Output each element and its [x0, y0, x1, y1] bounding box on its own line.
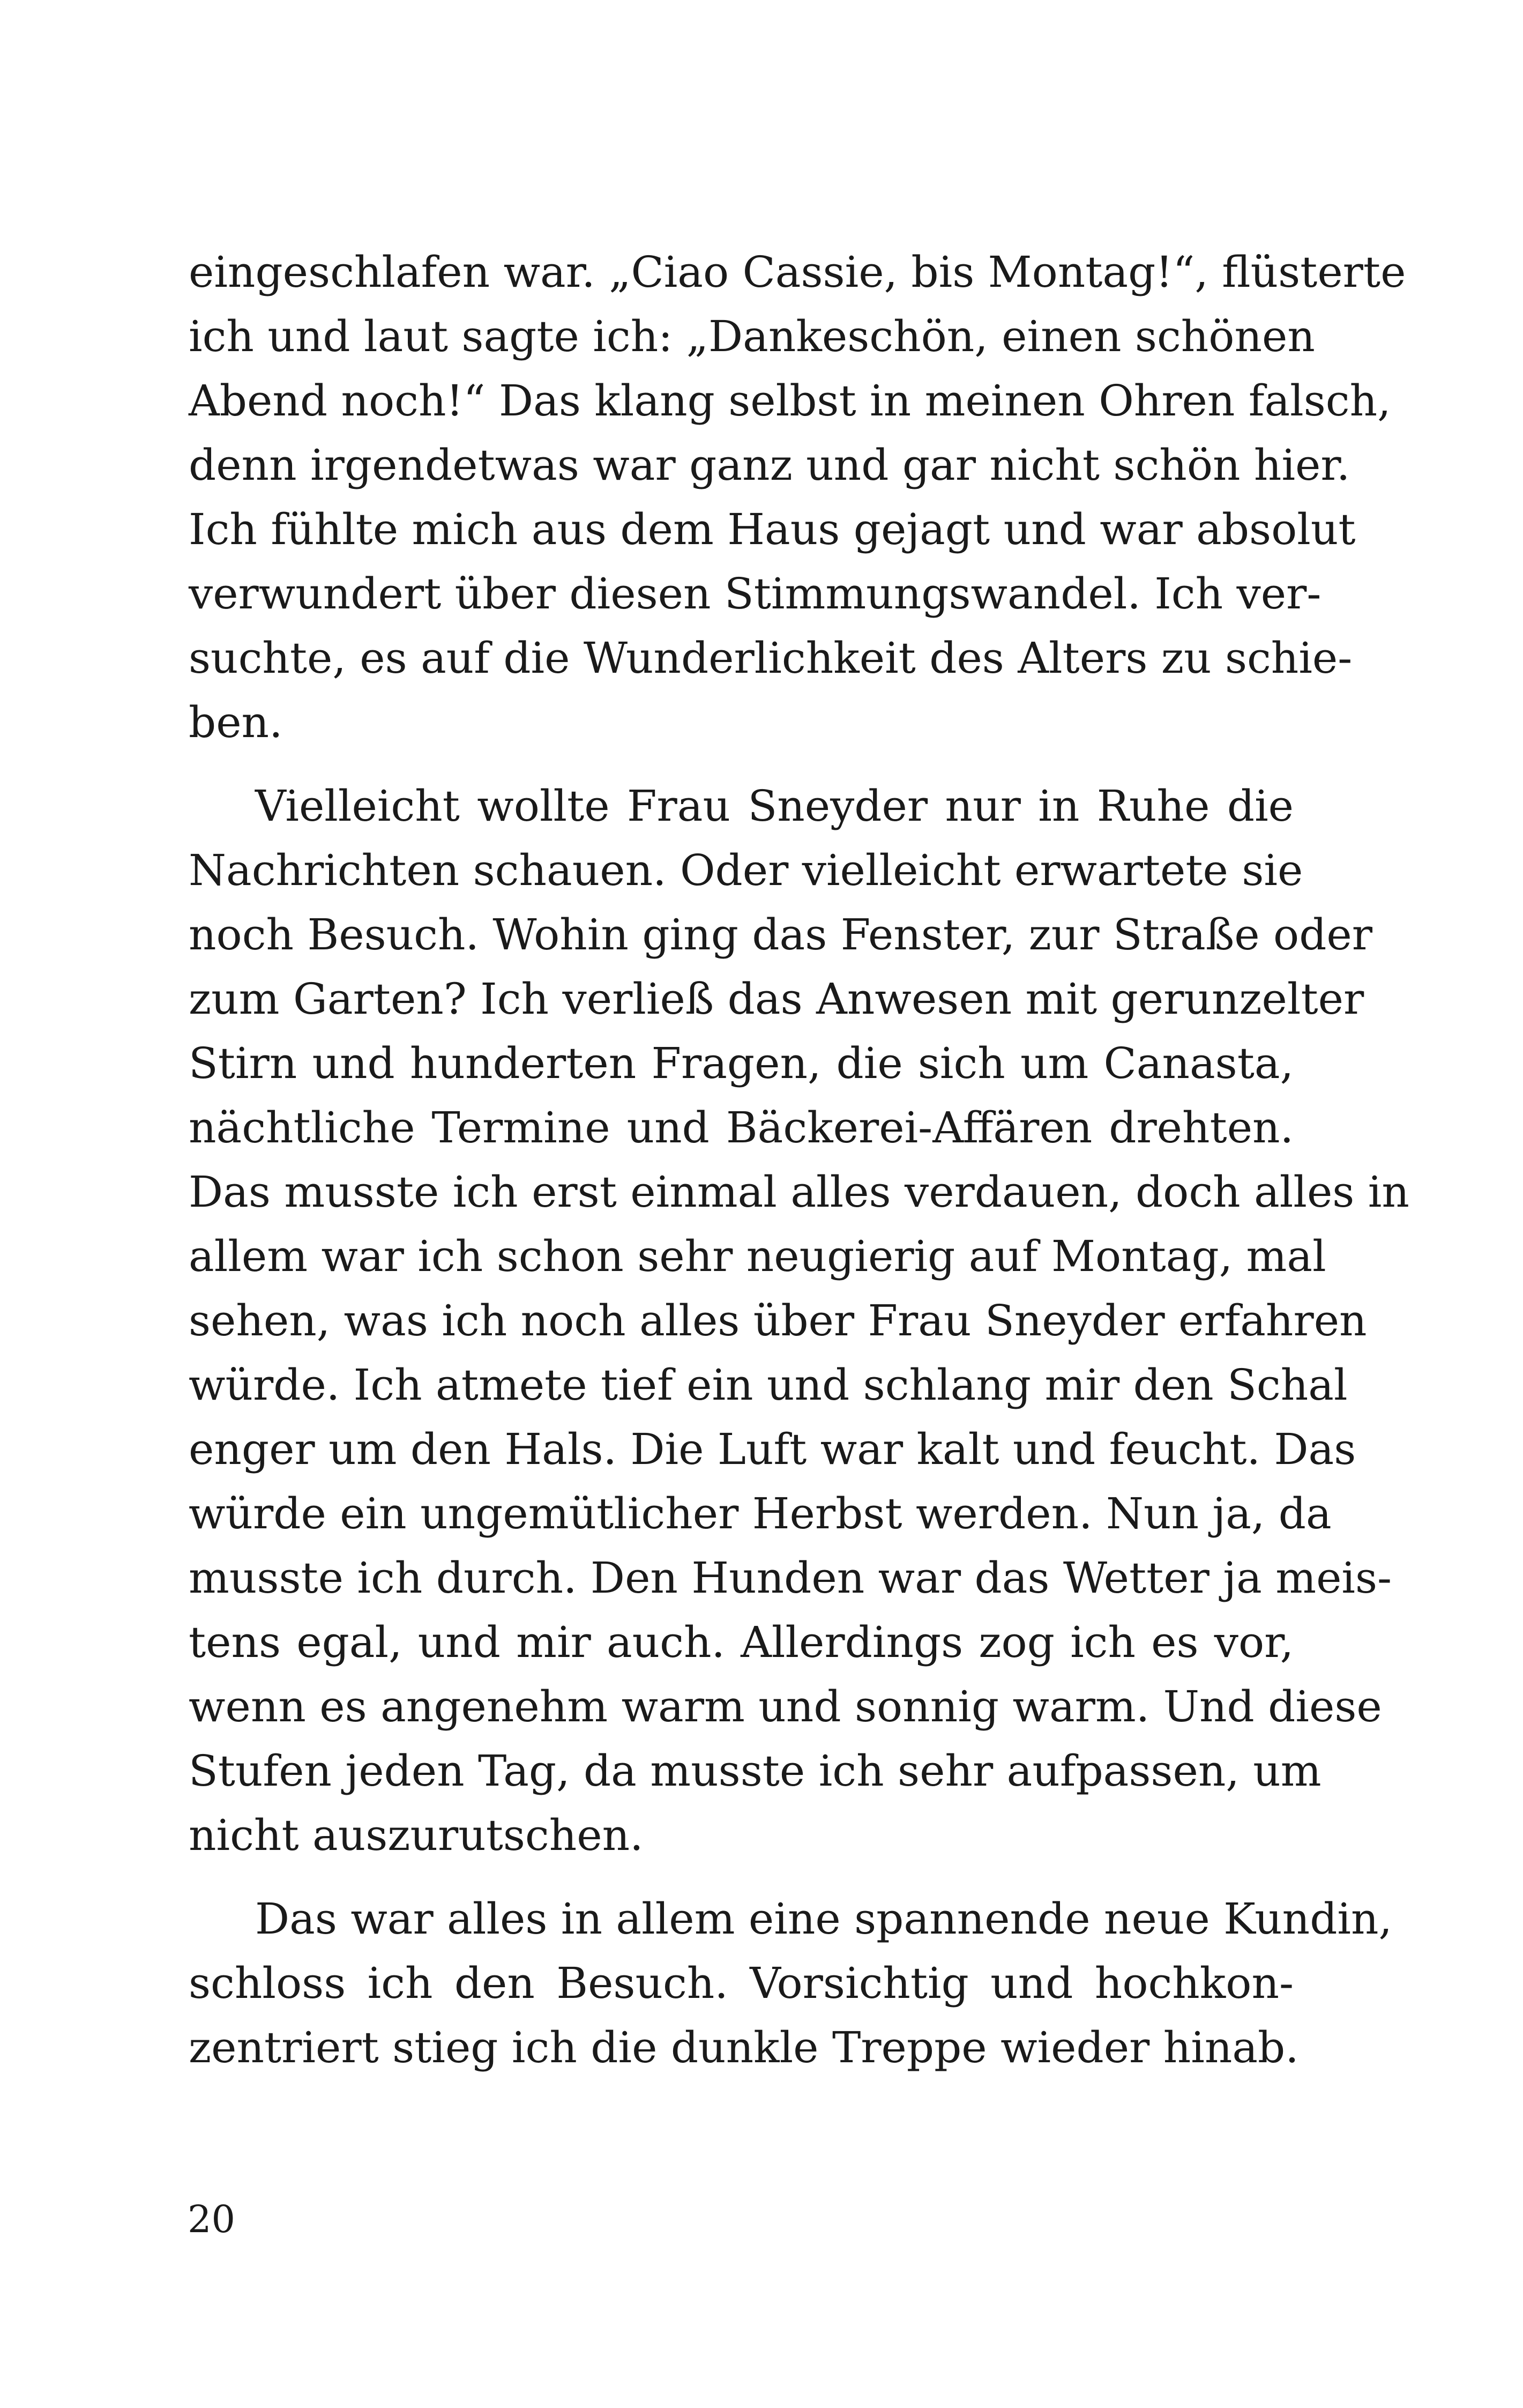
- text-line: suchte, es auf die Wunderlichkeit des Alters zu schie-: [189, 633, 1353, 683]
- text-line: denn irgendetwas war ganz und gar nicht schön hier.: [189, 440, 1350, 490]
- text-line: enger um den Hals. Die Luft war kalt und feucht. Das: [189, 1424, 1356, 1474]
- text-line: musste ich durch. Den Hunden war das Wetter ja meis-: [189, 1553, 1392, 1603]
- text-line: tens egal, und mir auch. Allerdings zog ich es vor,: [189, 1617, 1294, 1667]
- text-line: Vielleicht wollte Frau Sneyder nur in Ruhe die: [255, 781, 1294, 831]
- text-line: allem war ich schon sehr neugierig auf Montag, mal: [189, 1231, 1326, 1281]
- page-number: 20: [188, 2197, 236, 2241]
- text-line: Das musste ich erst einmal alles verdauen, doch alles in: [189, 1167, 1409, 1217]
- text-line: Nachrichten schauen. Oder vielleicht erwartete sie: [189, 845, 1303, 895]
- text-line: ich und laut sagte ich: „Dankeschön, einen schönen: [189, 311, 1315, 361]
- text-line: schloss ich den Besuch. Vorsichtig und hochkon-: [189, 1958, 1294, 2008]
- text-line: Das war alles in allem eine spannende neue Kundin,: [255, 1894, 1392, 1944]
- paragraph-gap: [189, 1868, 1294, 1887]
- text-line: zentriert stieg ich die dunkle Treppe wieder hinab.: [189, 2023, 1299, 2072]
- text-line: würde ein ungemütlicher Herbst werden. Nun ja, da: [189, 1489, 1332, 1539]
- text-line: Stufen jeden Tag, da musste ich sehr aufpassen, um: [189, 1746, 1322, 1796]
- text-line: sehen, was ich noch alles über Frau Sneyder erfahren: [189, 1296, 1367, 1346]
- text-line: nicht auszurutschen.: [189, 1810, 644, 1860]
- text-line: nächtliche Termine und Bäckerei-Affären drehten.: [189, 1103, 1294, 1153]
- text-line: verwundert über diesen Stimmungswandel. Ich ver-: [189, 569, 1322, 619]
- paragraph-1: [189, 240, 1406, 755]
- text-line: würde. Ich atmete tief ein und schlang mir den Schal: [189, 1360, 1348, 1410]
- paragraph-2: [189, 774, 1409, 1868]
- text-line: wenn es angenehm warm und sonnig warm. Und diese: [189, 1682, 1382, 1731]
- text-line: Abend noch!“ Das klang selbst in meinen Ohren falsch,: [189, 376, 1391, 426]
- text-line: Stirn und hunderten Fragen, die sich um Canasta,: [189, 1038, 1294, 1088]
- paragraph-gap: [189, 755, 1294, 774]
- paragraph-3: [189, 1887, 1392, 2080]
- text-line: ben.: [189, 697, 283, 747]
- text-line: Ich fühlte mich aus dem Haus gejagt und war absolut: [189, 504, 1356, 554]
- text-line: zum Garten? Ich verließ das Anwesen mit gerunzelter: [189, 974, 1364, 1024]
- text-line: noch Besuch. Wohin ging das Fenster, zur Straße oder: [189, 910, 1372, 960]
- text-line: eingeschlafen war. „Ciao Cassie, bis Montag!“, flüsterte: [189, 247, 1406, 297]
- body-text: [189, 240, 1409, 2080]
